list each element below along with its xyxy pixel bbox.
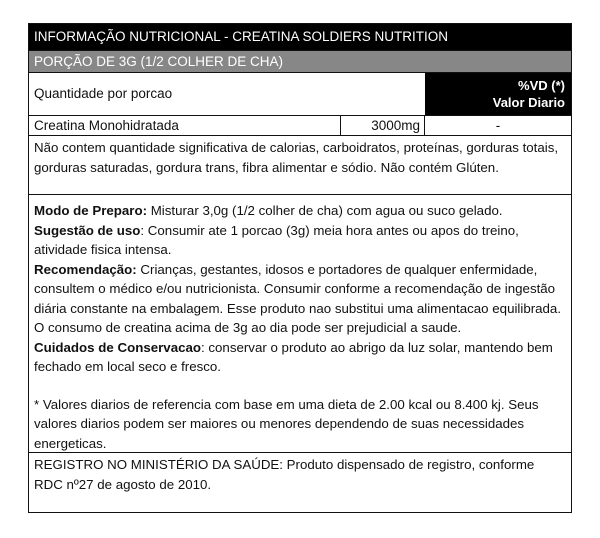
quantity-header: Quantidade por porcao [34,86,173,101]
recommendation-paragraph [34,260,566,338]
ingredient-row [29,116,571,136]
daily-value-header [425,73,571,115]
daily-value-header-line1: %VD (*) [518,78,565,93]
nutrition-label [28,23,572,513]
storage-paragraph [34,338,566,377]
recommendation-text: Crianças, gestantes, idosos e portadores de qualquer enfermidade, consultem o médico e/ou nutricionista. Consumir conforme a recomendação de ingestão diária constante na embalagem. Esse produto nao substitui uma alimentacao equilibrada. O consumo de creatina acima de 3g ao dia pode ser prejudicial a saude. [34,261,562,335]
ingredient-amount: 3000mg [341,116,425,135]
suggestion-label: Sugestão de uso [34,222,141,238]
nutrient-notice: Não contem quantidade significativa de calorias, carboidratos, proteínas, gorduras totais, gorduras saturadas, gordura trans, fibra alimentar e sódio. Não contém Glúten. [29,136,571,195]
portion-size: PORÇÃO DE 3G (1/2 COLHER DE CHA) [29,50,571,73]
suggestion-text: : Consumir ate 1 porcao (3g) meia hora antes ou apos do treino, atividade fisica intensa. [34,222,519,257]
recommendation-label: Recomendação: [34,261,137,277]
storage-text: : conservar o produto ao abrigo da luz solar, mantendo bem fechado em local seco e fresco. [34,339,553,374]
suggestion-paragraph [34,221,566,260]
column-header-row [29,73,571,116]
preparation-paragraph [34,201,566,221]
preparation-label: Modo de Preparo: [34,203,148,218]
preparation-text: Misturar 3,0g (1/2 colher de cha) com agua ou suco gelado. [147,203,503,218]
usage-instructions [29,195,571,453]
ingredient-name: Creatina Monohidratada [29,116,341,135]
storage-label: Cuidados de Conservacao [34,339,201,355]
ingredient-daily-value: - [495,118,501,133]
registration-notice: REGISTRO NO MINISTÉRIO DA SAÚDE: Produto dispensado de registro, conforme RDC nº27 de agosto de 2010. [34,457,535,492]
daily-value-header-line2: Valor Diario [492,95,565,110]
label-title: INFORMAÇÃO NUTRICIONAL - CREATINA SOLDIERS NUTRITION [29,24,571,50]
daily-value-footnote: * Valores diarios de referencia com base em uma dieta de 2.00 kcal ou 8.400 kj. Seus valores diarios podem ser maiores ou menores dependendo de suas necessidades energeticas. [34,396,539,451]
